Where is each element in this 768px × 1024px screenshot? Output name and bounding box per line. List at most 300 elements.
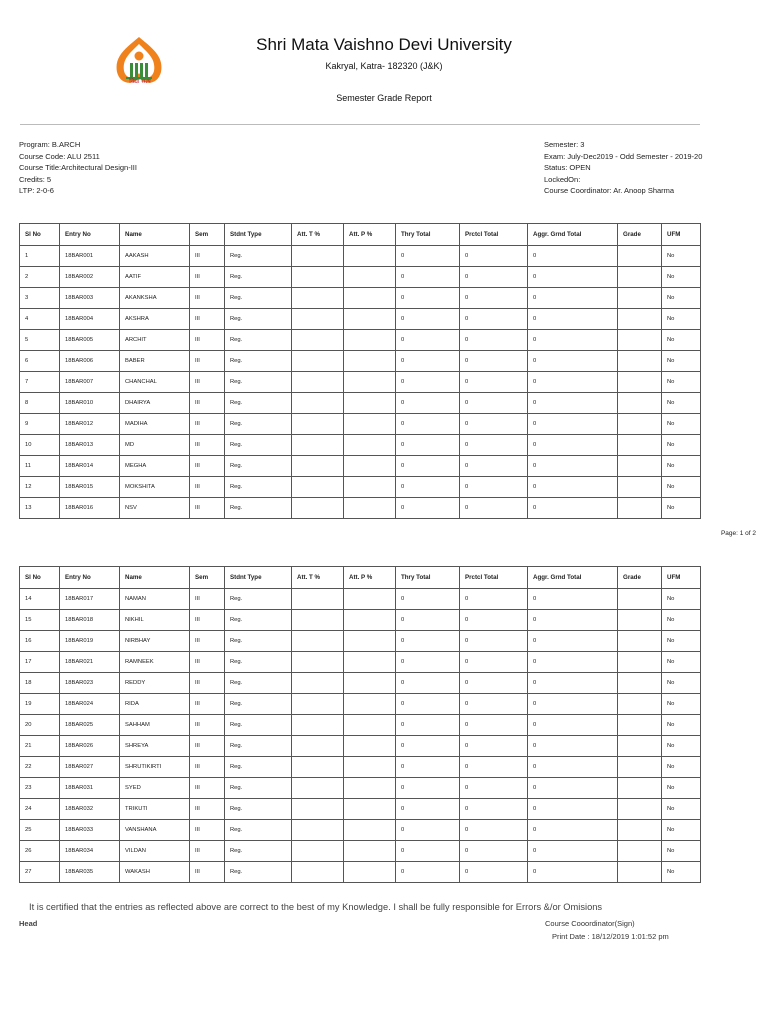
table-cell: 0 xyxy=(460,820,528,841)
table-cell: Reg. xyxy=(225,673,292,694)
table-cell: 18BAR016 xyxy=(60,498,120,519)
table-cell xyxy=(292,631,344,652)
course-info xyxy=(19,139,137,197)
table-cell: 0 xyxy=(528,799,618,820)
table-cell xyxy=(618,673,662,694)
table-cell: SHRUTIKIRTI xyxy=(120,757,190,778)
table-cell: No xyxy=(662,589,701,610)
table-cell: 0 xyxy=(528,820,618,841)
table-cell xyxy=(344,715,396,736)
table-cell: Reg. xyxy=(225,498,292,519)
table-cell: 9 xyxy=(20,414,60,435)
table-cell: WAKASH xyxy=(120,862,190,883)
table-cell: Reg. xyxy=(225,456,292,477)
column-header: Grade xyxy=(618,224,662,246)
table-cell xyxy=(344,267,396,288)
table-cell: 0 xyxy=(460,652,528,673)
table-cell: No xyxy=(662,736,701,757)
column-header: UFM xyxy=(662,224,701,246)
table-cell: No xyxy=(662,309,701,330)
table-cell: 0 xyxy=(528,862,618,883)
table-cell: No xyxy=(662,862,701,883)
table-cell: III xyxy=(190,778,225,799)
table-cell: 18BAR021 xyxy=(60,652,120,673)
table-cell: 0 xyxy=(396,757,460,778)
table-row xyxy=(20,589,701,610)
table-cell: 0 xyxy=(396,736,460,757)
table-cell: 0 xyxy=(528,309,618,330)
table-cell xyxy=(618,799,662,820)
table-cell: Reg. xyxy=(225,610,292,631)
table-cell: No xyxy=(662,498,701,519)
table-cell: 18 xyxy=(20,673,60,694)
table-cell: 5 xyxy=(20,330,60,351)
table-row xyxy=(20,414,701,435)
table-cell: Reg. xyxy=(225,862,292,883)
table-cell: 0 xyxy=(396,610,460,631)
column-header: UFM xyxy=(662,567,701,589)
table-cell: CHANCHAL xyxy=(120,372,190,393)
table-cell: Reg. xyxy=(225,631,292,652)
table-cell: NIRBHAY xyxy=(120,631,190,652)
table-cell xyxy=(618,589,662,610)
column-header: Sl No xyxy=(20,224,60,246)
table-cell: 18BAR019 xyxy=(60,631,120,652)
table-cell: III xyxy=(190,652,225,673)
table-cell: ARCHIT xyxy=(120,330,190,351)
table-cell: 0 xyxy=(528,652,618,673)
table-cell: III xyxy=(190,372,225,393)
table-cell xyxy=(344,652,396,673)
table-row xyxy=(20,862,701,883)
table-cell: 0 xyxy=(528,757,618,778)
table-cell: 26 xyxy=(20,841,60,862)
table-cell xyxy=(292,841,344,862)
table-cell: 0 xyxy=(528,694,618,715)
column-header: Att. P % xyxy=(344,567,396,589)
table-cell: III xyxy=(190,631,225,652)
table-row xyxy=(20,288,701,309)
table-cell: 13 xyxy=(20,498,60,519)
table-cell: 0 xyxy=(460,309,528,330)
table-row xyxy=(20,498,701,519)
table-cell: 0 xyxy=(396,498,460,519)
table-row xyxy=(20,456,701,477)
header-divider xyxy=(20,124,700,125)
table-cell: 0 xyxy=(396,477,460,498)
table-cell xyxy=(618,862,662,883)
table-cell xyxy=(344,288,396,309)
table-cell: 16 xyxy=(20,631,60,652)
column-header: Sl No xyxy=(20,567,60,589)
program: Program: B.ARCH xyxy=(19,140,81,149)
column-header: Prctcl Total xyxy=(460,224,528,246)
semester: Semester: 3 xyxy=(544,140,585,149)
table-cell xyxy=(618,757,662,778)
table-row xyxy=(20,652,701,673)
table-cell xyxy=(292,267,344,288)
table-cell xyxy=(618,414,662,435)
table-cell: Reg. xyxy=(225,841,292,862)
table-cell: Reg. xyxy=(225,799,292,820)
page-indicator: Page: 1 of 2 xyxy=(720,530,756,537)
table-cell: 12 xyxy=(20,477,60,498)
table-cell: 18BAR014 xyxy=(60,456,120,477)
table-cell: 0 xyxy=(396,351,460,372)
table-cell xyxy=(618,820,662,841)
table-cell xyxy=(292,498,344,519)
table-cell: 18BAR013 xyxy=(60,435,120,456)
table-cell: 18BAR031 xyxy=(60,778,120,799)
table-cell: 0 xyxy=(528,456,618,477)
grade-table-page-2 xyxy=(19,566,701,883)
table-cell: 1 xyxy=(20,246,60,267)
table-cell xyxy=(344,477,396,498)
table-cell: 18BAR027 xyxy=(60,757,120,778)
table-header-row xyxy=(20,567,701,589)
table-cell xyxy=(344,351,396,372)
table-cell: III xyxy=(190,414,225,435)
table-cell: No xyxy=(662,841,701,862)
table-header-row xyxy=(20,224,701,246)
table-cell: III xyxy=(190,736,225,757)
table-cell: III xyxy=(190,498,225,519)
table-cell: 0 xyxy=(460,673,528,694)
table-cell: SYED xyxy=(120,778,190,799)
table-cell xyxy=(618,715,662,736)
table-cell: 24 xyxy=(20,799,60,820)
table-cell xyxy=(618,841,662,862)
column-header: Name xyxy=(120,224,190,246)
university-address: Kakryal, Katra- 182320 (J&K) xyxy=(325,61,443,71)
table-cell: 0 xyxy=(460,498,528,519)
table-cell: No xyxy=(662,372,701,393)
table-cell: 18BAR035 xyxy=(60,862,120,883)
table-cell xyxy=(292,246,344,267)
table-cell xyxy=(292,435,344,456)
table-cell: No xyxy=(662,715,701,736)
table-cell: 0 xyxy=(460,862,528,883)
table-cell: III xyxy=(190,673,225,694)
logo-caption: विद्या सत्य xyxy=(129,78,151,85)
table-cell: No xyxy=(662,757,701,778)
table-row xyxy=(20,757,701,778)
table-cell: SHREYA xyxy=(120,736,190,757)
table-cell: Reg. xyxy=(225,694,292,715)
table-cell: AKANKSHA xyxy=(120,288,190,309)
table-cell: 0 xyxy=(460,778,528,799)
table-cell xyxy=(618,372,662,393)
table-row xyxy=(20,631,701,652)
table-cell: No xyxy=(662,652,701,673)
table-cell: 0 xyxy=(460,799,528,820)
table-cell xyxy=(618,498,662,519)
table-cell: 7 xyxy=(20,372,60,393)
table-cell xyxy=(292,757,344,778)
table-cell xyxy=(618,351,662,372)
table-cell: 0 xyxy=(396,330,460,351)
table-cell xyxy=(344,372,396,393)
table-cell: 0 xyxy=(460,246,528,267)
table-cell: 0 xyxy=(396,778,460,799)
table-cell xyxy=(292,652,344,673)
table-cell: Reg. xyxy=(225,393,292,414)
table-cell: III xyxy=(190,267,225,288)
table-cell: Reg. xyxy=(225,477,292,498)
table-cell: RAMNEEK xyxy=(120,652,190,673)
table-cell: 22 xyxy=(20,757,60,778)
column-header: Thry Total xyxy=(396,567,460,589)
table-cell: REDDY xyxy=(120,673,190,694)
table-cell: No xyxy=(662,694,701,715)
table-cell: 0 xyxy=(396,841,460,862)
column-header: Prctcl Total xyxy=(460,567,528,589)
table-cell: 0 xyxy=(460,715,528,736)
table-cell xyxy=(344,393,396,414)
table-row xyxy=(20,841,701,862)
table-cell xyxy=(292,288,344,309)
table-cell: Reg. xyxy=(225,757,292,778)
table-cell: III xyxy=(190,246,225,267)
table-cell: 18BAR026 xyxy=(60,736,120,757)
column-header: Aggr. Grnd Total xyxy=(528,224,618,246)
table-cell: 2 xyxy=(20,267,60,288)
table-cell: 0 xyxy=(460,414,528,435)
table-row xyxy=(20,610,701,631)
column-header: Att. T % xyxy=(292,567,344,589)
table-cell: 18BAR018 xyxy=(60,610,120,631)
table-cell xyxy=(344,330,396,351)
table-cell xyxy=(618,246,662,267)
column-header: Att. P % xyxy=(344,224,396,246)
table-cell xyxy=(618,267,662,288)
table-cell xyxy=(618,610,662,631)
table-cell: 20 xyxy=(20,715,60,736)
table-cell xyxy=(344,736,396,757)
table-cell: No xyxy=(662,610,701,631)
table-cell: 0 xyxy=(460,610,528,631)
table-cell: 0 xyxy=(396,589,460,610)
table-cell: 0 xyxy=(396,246,460,267)
course-code: Course Code: ALU 2511 xyxy=(19,151,100,161)
table-cell xyxy=(292,820,344,841)
table-cell: 18BAR006 xyxy=(60,351,120,372)
locked-on: LockedOn: xyxy=(544,174,581,184)
table-cell xyxy=(292,393,344,414)
table-cell: 0 xyxy=(528,393,618,414)
table-cell: 0 xyxy=(396,393,460,414)
table-cell: VILDAN xyxy=(120,841,190,862)
table-cell: VANSHANA xyxy=(120,820,190,841)
status: Status: OPEN xyxy=(544,163,591,172)
exam: Exam: July-Dec2019 - Odd Semester - 2019-20 xyxy=(544,151,703,161)
table-cell: 18BAR017 xyxy=(60,589,120,610)
table-cell: 0 xyxy=(460,456,528,477)
table-cell xyxy=(618,309,662,330)
table-cell: 0 xyxy=(528,288,618,309)
table-row xyxy=(20,267,701,288)
table-cell: AATIF xyxy=(120,267,190,288)
table-cell: 25 xyxy=(20,820,60,841)
table-cell: 27 xyxy=(20,862,60,883)
table-cell: DHAIRYA xyxy=(120,393,190,414)
table-cell: AAKASH xyxy=(120,246,190,267)
table-cell: 11 xyxy=(20,456,60,477)
course-coordinator: Course Coordinator: Ar. Anoop Sharma xyxy=(544,186,675,195)
table-cell xyxy=(292,694,344,715)
print-date: Print Date : 18/12/2019 1:01:52 pm xyxy=(552,932,669,941)
table-cell xyxy=(292,799,344,820)
table-cell: 19 xyxy=(20,694,60,715)
column-header: Stdnt Type xyxy=(225,567,292,589)
table-cell: 0 xyxy=(528,351,618,372)
table-cell: Reg. xyxy=(225,288,292,309)
credits: Credits: 5 xyxy=(19,174,52,184)
table-cell xyxy=(344,841,396,862)
table-cell xyxy=(292,715,344,736)
table-row xyxy=(20,694,701,715)
report-title: Semester Grade Report xyxy=(336,93,432,103)
table-cell: No xyxy=(662,414,701,435)
table-cell: III xyxy=(190,610,225,631)
table-cell xyxy=(292,330,344,351)
table-cell: No xyxy=(662,330,701,351)
table-cell xyxy=(344,610,396,631)
table-cell: 0 xyxy=(528,631,618,652)
table-cell xyxy=(618,631,662,652)
table-cell: 8 xyxy=(20,393,60,414)
table-cell: Reg. xyxy=(225,589,292,610)
table-cell: AKSHRA xyxy=(120,309,190,330)
table-cell xyxy=(292,673,344,694)
column-header: Name xyxy=(120,567,190,589)
table-cell: 0 xyxy=(460,435,528,456)
course-title: Course Title:Architectural Design-III xyxy=(19,163,137,172)
column-header: Att. T % xyxy=(292,224,344,246)
table-cell: No xyxy=(662,799,701,820)
table-cell xyxy=(292,351,344,372)
table-cell xyxy=(618,778,662,799)
table-row xyxy=(20,715,701,736)
university-name: Shri Mata Vaishno Devi University xyxy=(256,35,512,54)
table-cell: III xyxy=(190,288,225,309)
table-cell xyxy=(618,456,662,477)
column-header: Entry No xyxy=(60,224,120,246)
table-cell: III xyxy=(190,309,225,330)
table-cell: 10 xyxy=(20,435,60,456)
table-cell xyxy=(618,288,662,309)
ltp: LTP: 2-0-6 xyxy=(19,186,54,195)
table-row xyxy=(20,330,701,351)
table-cell xyxy=(344,498,396,519)
table-cell xyxy=(618,736,662,757)
table-cell: Reg. xyxy=(225,778,292,799)
table-cell: 14 xyxy=(20,589,60,610)
table-cell: III xyxy=(190,862,225,883)
coordinator-signature-label: Course Cooordinator(Sign) xyxy=(545,919,635,928)
table-cell: 18BAR010 xyxy=(60,393,120,414)
table-cell xyxy=(292,477,344,498)
table-cell xyxy=(292,589,344,610)
table-cell xyxy=(344,246,396,267)
column-header: Sem xyxy=(190,224,225,246)
table-row xyxy=(20,673,701,694)
grade-table-page-1 xyxy=(19,223,701,519)
table-cell: No xyxy=(662,267,701,288)
table-row xyxy=(20,799,701,820)
table-cell: NAMAN xyxy=(120,589,190,610)
table-cell: MD xyxy=(120,435,190,456)
table-row xyxy=(20,351,701,372)
table-cell: 0 xyxy=(528,715,618,736)
table-cell: 0 xyxy=(396,414,460,435)
table-cell: No xyxy=(662,456,701,477)
table-cell: 15 xyxy=(20,610,60,631)
table-cell: 18BAR032 xyxy=(60,799,120,820)
table-cell: 0 xyxy=(460,694,528,715)
table-cell: Reg. xyxy=(225,309,292,330)
table-cell: 18BAR015 xyxy=(60,477,120,498)
table-cell: 0 xyxy=(528,589,618,610)
column-header: Aggr. Grnd Total xyxy=(528,567,618,589)
table-cell xyxy=(292,778,344,799)
table-cell: MOKSHITA xyxy=(120,477,190,498)
table-row xyxy=(20,778,701,799)
table-cell: 0 xyxy=(460,757,528,778)
table-cell: III xyxy=(190,841,225,862)
table-cell: No xyxy=(662,673,701,694)
table-cell: 0 xyxy=(528,435,618,456)
table-cell: Reg. xyxy=(225,372,292,393)
table-cell: 0 xyxy=(396,673,460,694)
table-cell: 0 xyxy=(460,736,528,757)
table-cell xyxy=(618,393,662,414)
table-cell: 0 xyxy=(528,372,618,393)
table-cell xyxy=(344,799,396,820)
table-cell: No xyxy=(662,820,701,841)
table-row xyxy=(20,736,701,757)
table-cell: 0 xyxy=(396,694,460,715)
table-cell xyxy=(618,435,662,456)
table-cell: Reg. xyxy=(225,820,292,841)
table-cell xyxy=(344,778,396,799)
table-cell xyxy=(344,820,396,841)
table-cell: No xyxy=(662,351,701,372)
table-row xyxy=(20,435,701,456)
table-cell: III xyxy=(190,799,225,820)
table-cell: SAHHAM xyxy=(120,715,190,736)
table-cell: 6 xyxy=(20,351,60,372)
table-cell: Reg. xyxy=(225,330,292,351)
table-cell xyxy=(618,652,662,673)
table-cell: Reg. xyxy=(225,351,292,372)
table-cell: 18BAR033 xyxy=(60,820,120,841)
table-cell: 18BAR005 xyxy=(60,330,120,351)
table-cell: 0 xyxy=(460,589,528,610)
table-cell xyxy=(344,456,396,477)
table-cell: 0 xyxy=(396,456,460,477)
table-cell: 0 xyxy=(396,372,460,393)
table-cell xyxy=(292,456,344,477)
table-cell: III xyxy=(190,589,225,610)
table-cell: III xyxy=(190,330,225,351)
table-cell: No xyxy=(662,393,701,414)
column-header: Grade xyxy=(618,567,662,589)
table-cell: 0 xyxy=(528,477,618,498)
table-cell: 0 xyxy=(396,435,460,456)
table-cell: 18BAR012 xyxy=(60,414,120,435)
table-cell: Reg. xyxy=(225,715,292,736)
